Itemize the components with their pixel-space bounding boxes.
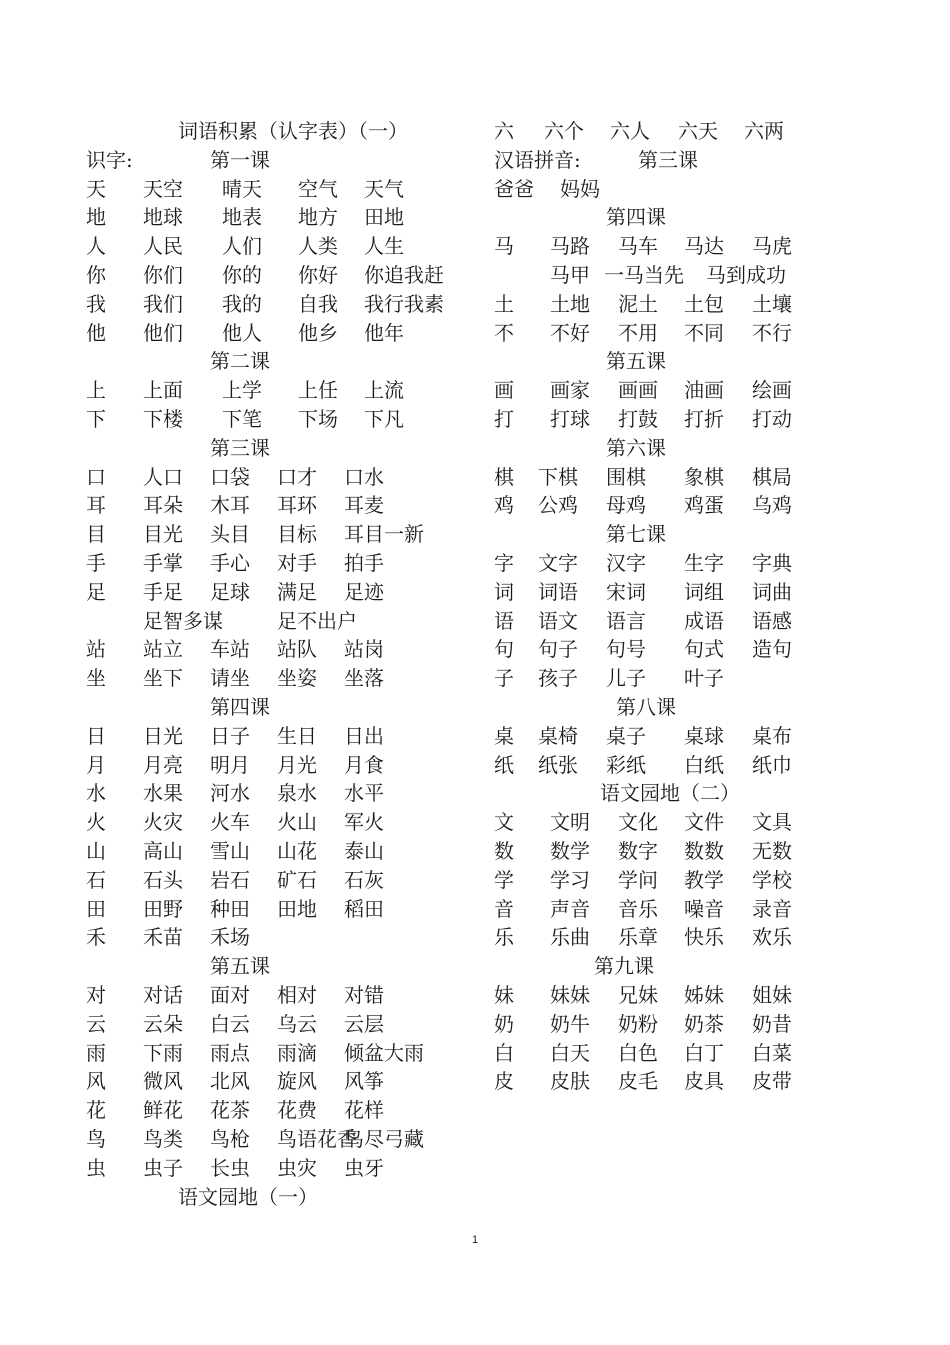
- entry-word: 桌球: [684, 723, 724, 748]
- entry-character: 口: [86, 464, 106, 489]
- entry-word: 马车: [618, 234, 658, 259]
- entry-word: 下凡: [364, 407, 404, 431]
- entry-word: 石头: [143, 867, 183, 892]
- entry-word: 日子: [210, 723, 250, 748]
- entry-word: 语感: [752, 608, 792, 633]
- entry-character: 站: [86, 637, 106, 662]
- entry-word: 足球: [210, 579, 250, 604]
- entry-word: 词曲: [752, 579, 792, 604]
- entry-word: 日出: [344, 723, 384, 748]
- entry-word: 虫灾: [277, 1155, 317, 1180]
- entry-character: 你: [86, 263, 106, 287]
- entry-word: 你们: [143, 263, 183, 287]
- entry-word: 下楼: [143, 407, 183, 431]
- entry-character: 月: [86, 752, 106, 777]
- entry-character: 田: [86, 896, 106, 921]
- entry-word: 旋风: [277, 1069, 317, 1094]
- entry-word: 泉水: [277, 781, 317, 806]
- entry-character: 不: [494, 320, 514, 345]
- entry-character: 汉语拼音:: [494, 147, 581, 172]
- entry-word: 词语: [538, 579, 578, 604]
- entry-word: 棋局: [752, 464, 792, 489]
- section-heading: 语文园地（二）: [600, 781, 740, 806]
- entry-word: 上学: [222, 378, 262, 403]
- entry-word: 手掌: [143, 551, 183, 575]
- entry-word: 文化: [618, 810, 658, 835]
- entry-word: 鸟枪: [210, 1127, 250, 1151]
- entry-character: 马: [494, 234, 514, 259]
- entry-word: 高山: [143, 839, 183, 863]
- entry-word: 鲜花: [143, 1098, 183, 1123]
- entry-word: 上任: [298, 378, 338, 403]
- entry-word: 桌布: [752, 723, 792, 748]
- entry-word: 六两: [744, 119, 784, 143]
- entry-word: 奶茶: [684, 1011, 724, 1036]
- entry-word: 围棋: [606, 464, 646, 489]
- entry-word: 泥土: [618, 291, 658, 316]
- entry-word: 耳目一新: [344, 522, 424, 547]
- entry-word: 明月: [210, 752, 250, 777]
- entry-word: 他人: [222, 320, 262, 345]
- entry-word: 虫牙: [344, 1155, 384, 1180]
- entry-word: 我行我素: [364, 291, 444, 316]
- section-heading: 第六课: [606, 435, 666, 460]
- entry-word: 妈妈: [560, 176, 600, 201]
- entry-word: 鸟类: [143, 1127, 183, 1151]
- entry-word: 你追我赶: [364, 263, 444, 287]
- section-heading: 第九课: [594, 954, 654, 979]
- entry-word: 天气: [364, 176, 404, 201]
- entry-word: 乌鸡: [752, 493, 792, 518]
- entry-character: 皮: [494, 1069, 514, 1094]
- entry-word: 花样: [344, 1098, 384, 1123]
- section-heading: 第二课: [210, 349, 270, 374]
- entry-word: 孩子: [538, 666, 578, 691]
- section-heading: 第四课: [606, 205, 666, 230]
- entry-character: 禾: [86, 925, 106, 950]
- entry-word: 白纸: [684, 752, 724, 777]
- entry-word: 地表: [222, 205, 262, 230]
- entry-word: 禾场: [210, 925, 250, 950]
- entry-word: 兄妹: [618, 983, 658, 1007]
- entry-word: 请坐: [210, 666, 250, 691]
- entry-word: 长虫: [210, 1155, 250, 1180]
- entry-word: 词组: [684, 579, 724, 604]
- entry-word: 足迹: [344, 579, 384, 604]
- entry-character: 地: [86, 205, 106, 230]
- entry-character: 画: [494, 378, 514, 403]
- entry-word: 你好: [298, 263, 338, 287]
- entry-word: 月食: [344, 752, 384, 777]
- entry-word: 下场: [298, 407, 338, 431]
- entry-word: 对错: [344, 983, 384, 1007]
- entry-word: 雨点: [210, 1040, 250, 1065]
- entry-word: 风筝: [344, 1069, 384, 1094]
- entry-word: 鸟尽弓藏: [344, 1127, 424, 1151]
- entry-word: 六天: [678, 119, 718, 143]
- entry-word: 田地: [364, 205, 404, 230]
- entry-word: 石灰: [344, 867, 384, 892]
- entry-word: 口袋: [210, 464, 250, 489]
- entry-word: 水果: [143, 781, 183, 806]
- entry-character: 耳: [86, 493, 106, 518]
- entry-word: 第一课: [210, 147, 270, 172]
- entry-word: 不用: [618, 320, 658, 345]
- entry-word: 数数: [684, 839, 724, 863]
- entry-character: 纸: [494, 752, 514, 777]
- entry-word: 数学: [550, 839, 590, 863]
- entry-character: 山: [86, 839, 106, 863]
- entry-word: 教学: [684, 867, 724, 892]
- entry-character: 水: [86, 781, 106, 806]
- entry-word: 面对: [210, 983, 250, 1007]
- entry-word: 皮具: [684, 1069, 724, 1094]
- entry-character: 数: [494, 839, 514, 863]
- entry-word: 学校: [752, 867, 792, 892]
- entry-word: 泰山: [344, 839, 384, 863]
- entry-word: 他乡: [298, 320, 338, 345]
- entry-character: 花: [86, 1098, 106, 1123]
- entry-character: 桌: [494, 723, 514, 748]
- entry-character: 音: [494, 896, 514, 921]
- entry-word: 不行: [752, 320, 792, 345]
- entry-word: 我的: [222, 291, 262, 316]
- entry-word: 文具: [752, 810, 792, 835]
- entry-word: 字典: [752, 551, 792, 575]
- entry-word: 种田: [210, 896, 250, 921]
- entry-word: 马虎: [752, 234, 792, 259]
- entry-word: 天空: [143, 176, 183, 201]
- entry-word: 奶牛: [550, 1011, 590, 1036]
- entry-character: 语: [494, 608, 514, 633]
- section-heading: 第八课: [616, 695, 676, 719]
- entry-character: 云: [86, 1011, 106, 1036]
- entry-word: 稻田: [344, 896, 384, 921]
- entry-word: 声音: [550, 896, 590, 921]
- entry-word: 晴天: [222, 176, 262, 201]
- entry-word: 桌子: [606, 723, 646, 748]
- entry-word: 雪山: [210, 839, 250, 863]
- entry-word: 姊妹: [684, 983, 724, 1007]
- entry-character: 鸡: [494, 493, 514, 518]
- entry-word: 军火: [344, 810, 384, 835]
- entry-word: 乐曲: [550, 925, 590, 950]
- entry-word: 句号: [606, 637, 646, 662]
- entry-word: 公鸡: [538, 493, 578, 518]
- entry-character: 火: [86, 810, 106, 835]
- entry-character: 人: [86, 234, 106, 259]
- entry-character: 我: [86, 291, 106, 316]
- entry-word: 满足: [277, 579, 317, 604]
- entry-word: 火山: [277, 810, 317, 835]
- entry-word: 花茶: [210, 1098, 250, 1123]
- entry-word: 月亮: [143, 752, 183, 777]
- entry-character: 爸爸: [494, 176, 534, 201]
- entry-character: 乐: [494, 925, 514, 950]
- entry-word: 造句: [752, 637, 792, 662]
- entry-word: 手心: [210, 551, 250, 575]
- entry-word: 成语: [684, 608, 724, 633]
- entry-word: 噪音: [684, 896, 724, 921]
- entry-word: 语言: [606, 608, 646, 633]
- entry-word: 鸟语花香: [277, 1127, 357, 1151]
- entry-word: 彩纸: [606, 752, 646, 777]
- entry-word: 坐落: [344, 666, 384, 691]
- entry-word: 白云: [210, 1011, 250, 1036]
- page-number: 1: [471, 1234, 479, 1246]
- entry-word: 人民: [143, 234, 183, 259]
- entry-word: 生日: [277, 723, 317, 748]
- entry-character: 日: [86, 723, 106, 748]
- entry-character: 下: [86, 407, 106, 431]
- entry-word: 数字: [618, 839, 658, 863]
- entry-word: 微风: [143, 1069, 183, 1094]
- entry-word: 乌云: [277, 1011, 317, 1036]
- entry-word: 禾苗: [143, 925, 183, 950]
- entry-word: 土地: [550, 291, 590, 316]
- entry-word: 奶昔: [752, 1011, 792, 1036]
- entry-character: 文: [494, 810, 514, 835]
- entry-word: 口才: [277, 464, 317, 489]
- entry-word: 乐章: [618, 925, 658, 950]
- section-heading: 语文园地（一）: [178, 1184, 318, 1209]
- entry-character: 风: [86, 1069, 106, 1094]
- entry-word: 人生: [364, 234, 404, 259]
- entry-word: 画家: [550, 378, 590, 403]
- entry-word: 云层: [344, 1011, 384, 1036]
- entry-word: 足不出户: [277, 608, 357, 633]
- entry-word: 白丁: [684, 1040, 724, 1065]
- entry-word: 下笔: [222, 407, 262, 431]
- entry-word: 姐妹: [752, 983, 792, 1007]
- entry-word: 他年: [364, 320, 404, 345]
- entry-word: 耳麦: [344, 493, 384, 518]
- entry-character: 打: [494, 407, 514, 431]
- entry-word: 河水: [210, 781, 250, 806]
- entry-character: 子: [494, 666, 514, 691]
- entry-word: 马到成功: [706, 263, 786, 287]
- entry-word: 火灾: [143, 810, 183, 835]
- entry-word: 第三课: [638, 147, 698, 172]
- entry-character: 坐: [86, 666, 106, 691]
- entry-word: 日光: [143, 723, 183, 748]
- entry-word: 语文: [538, 608, 578, 633]
- entry-word: 对话: [143, 983, 183, 1007]
- entry-word: 句式: [684, 637, 724, 662]
- entry-character: 上: [86, 378, 106, 403]
- entry-word: 对手: [277, 551, 317, 575]
- entry-word: 妹妹: [550, 983, 590, 1007]
- entry-word: 耳朵: [143, 493, 183, 518]
- entry-word: 一马当先: [604, 263, 684, 287]
- entry-word: 坐下: [143, 666, 183, 691]
- section-heading: 第五课: [210, 954, 270, 979]
- entry-word: 六人: [610, 119, 650, 143]
- entry-word: 快乐: [684, 925, 724, 950]
- entry-word: 坐姿: [277, 666, 317, 691]
- entry-word: 皮毛: [618, 1069, 658, 1094]
- entry-word: 虫子: [143, 1155, 183, 1180]
- entry-word: 上面: [143, 378, 183, 403]
- entry-character: 马甲: [550, 263, 590, 287]
- entry-word: 纸张: [538, 752, 578, 777]
- entry-word: 山花: [277, 839, 317, 863]
- entry-word: 不同: [684, 320, 724, 345]
- entry-word: 站岗: [344, 637, 384, 662]
- entry-word: 叶子: [684, 666, 724, 691]
- entry-word: 车站: [210, 637, 250, 662]
- entry-word: 文字: [538, 551, 578, 575]
- entry-word: 马路: [550, 234, 590, 259]
- entry-word: 站立: [143, 637, 183, 662]
- section-heading: 第四课: [210, 695, 270, 719]
- entry-word: 汉字: [606, 551, 646, 575]
- entry-word: 母鸡: [606, 493, 646, 518]
- entry-word: 站队: [277, 637, 317, 662]
- entry-word: 录音: [752, 896, 792, 921]
- entry-word: 宋词: [606, 579, 646, 604]
- entry-character: 足: [86, 579, 106, 604]
- entry-character: 学: [494, 867, 514, 892]
- entry-word: 文明: [550, 810, 590, 835]
- entry-word: 云朵: [143, 1011, 183, 1036]
- entry-word: 自我: [298, 291, 338, 316]
- entry-word: 相对: [277, 983, 317, 1007]
- entry-word: 欢乐: [752, 925, 792, 950]
- entry-character: 对: [86, 983, 106, 1007]
- entry-word: 空气: [298, 176, 338, 201]
- entry-character: 石: [86, 867, 106, 892]
- entry-character: 词: [494, 579, 514, 604]
- entry-word: 田野: [143, 896, 183, 921]
- entry-character: 奶: [494, 1011, 514, 1036]
- entry-word: 生字: [684, 551, 724, 575]
- entry-character: 字: [494, 551, 514, 575]
- entry-word: 文件: [684, 810, 724, 835]
- entry-word: 人类: [298, 234, 338, 259]
- entry-word: 我们: [143, 291, 183, 316]
- entry-word: 地方: [298, 205, 338, 230]
- entry-word: 无数: [752, 839, 792, 863]
- entry-word: 火车: [210, 810, 250, 835]
- entry-word: 田地: [277, 896, 317, 921]
- entry-word: 木耳: [210, 493, 250, 518]
- entry-word: 上流: [364, 378, 404, 403]
- entry-word: 土壤: [752, 291, 792, 316]
- entry-word: 马达: [684, 234, 724, 259]
- entry-word: 打鼓: [618, 407, 658, 431]
- entry-word: 北风: [210, 1069, 250, 1094]
- entry-word: 白色: [618, 1040, 658, 1065]
- entry-word: 下棋: [538, 464, 578, 489]
- entry-word: 学习: [550, 867, 590, 892]
- entry-word: 句子: [538, 637, 578, 662]
- entry-word: 画画: [618, 378, 658, 403]
- entry-character: 识字:: [86, 147, 133, 172]
- entry-word: 水平: [344, 781, 384, 806]
- entry-word: 花费: [277, 1098, 317, 1123]
- entry-character: 他: [86, 320, 106, 345]
- entry-character: 虫: [86, 1155, 106, 1180]
- entry-word: 六个: [544, 119, 584, 143]
- entry-word: 音乐: [618, 896, 658, 921]
- entry-word: 你的: [222, 263, 262, 287]
- entry-character: 足智多谋: [143, 608, 223, 633]
- entry-character: 雨: [86, 1040, 106, 1065]
- entry-word: 月光: [277, 752, 317, 777]
- entry-word: 地球: [143, 205, 183, 230]
- entry-word: 目标: [277, 522, 317, 547]
- entry-character: 手: [86, 551, 106, 575]
- entry-word: 打折: [684, 407, 724, 431]
- section-heading: 第五课: [606, 349, 666, 374]
- entry-word: 桌椅: [538, 723, 578, 748]
- entry-word: 雨滴: [277, 1040, 317, 1065]
- entry-word: 鸡蛋: [684, 493, 724, 518]
- entry-word: 白天: [550, 1040, 590, 1065]
- entry-word: 油画: [684, 378, 724, 403]
- entry-word: 象棋: [684, 464, 724, 489]
- section-heading: 第三课: [210, 435, 270, 460]
- entry-word: 绘画: [752, 378, 792, 403]
- entry-word: 奶粉: [618, 1011, 658, 1036]
- entry-word: 目光: [143, 522, 183, 547]
- entry-character: 土: [494, 291, 514, 316]
- entry-word: 皮带: [752, 1069, 792, 1094]
- entry-word: 拍手: [344, 551, 384, 575]
- entry-character: 鸟: [86, 1127, 106, 1151]
- entry-character: 天: [86, 176, 106, 201]
- entry-word: 纸巾: [752, 752, 792, 777]
- entry-character: 妹: [494, 983, 514, 1007]
- entry-word: 儿子: [606, 666, 646, 691]
- entry-word: 白菜: [752, 1040, 792, 1065]
- section-heading: 词语积累（认字表）（一）: [178, 119, 408, 143]
- entry-word: 倾盆大雨: [344, 1040, 424, 1065]
- entry-character: 白: [494, 1040, 514, 1065]
- entry-character: 六: [494, 119, 514, 143]
- entry-character: 句: [494, 637, 514, 662]
- entry-word: 口水: [344, 464, 384, 489]
- entry-word: 打球: [550, 407, 590, 431]
- entry-character: 棋: [494, 464, 514, 489]
- entry-word: 人们: [222, 234, 262, 259]
- entry-word: 手足: [143, 579, 183, 604]
- entry-word: 头目: [210, 522, 250, 547]
- entry-character: 目: [86, 522, 106, 547]
- entry-word: 学问: [618, 867, 658, 892]
- entry-word: 矿石: [277, 867, 317, 892]
- entry-word: 土包: [684, 291, 724, 316]
- entry-word: 下雨: [143, 1040, 183, 1065]
- entry-word: 他们: [143, 320, 183, 345]
- entry-word: 皮肤: [550, 1069, 590, 1094]
- entry-word: 打动: [752, 407, 792, 431]
- entry-word: 耳环: [277, 493, 317, 518]
- entry-word: 岩石: [210, 867, 250, 892]
- entry-word: 不好: [550, 320, 590, 345]
- entry-word: 人口: [143, 464, 183, 489]
- section-heading: 第七课: [606, 522, 666, 547]
